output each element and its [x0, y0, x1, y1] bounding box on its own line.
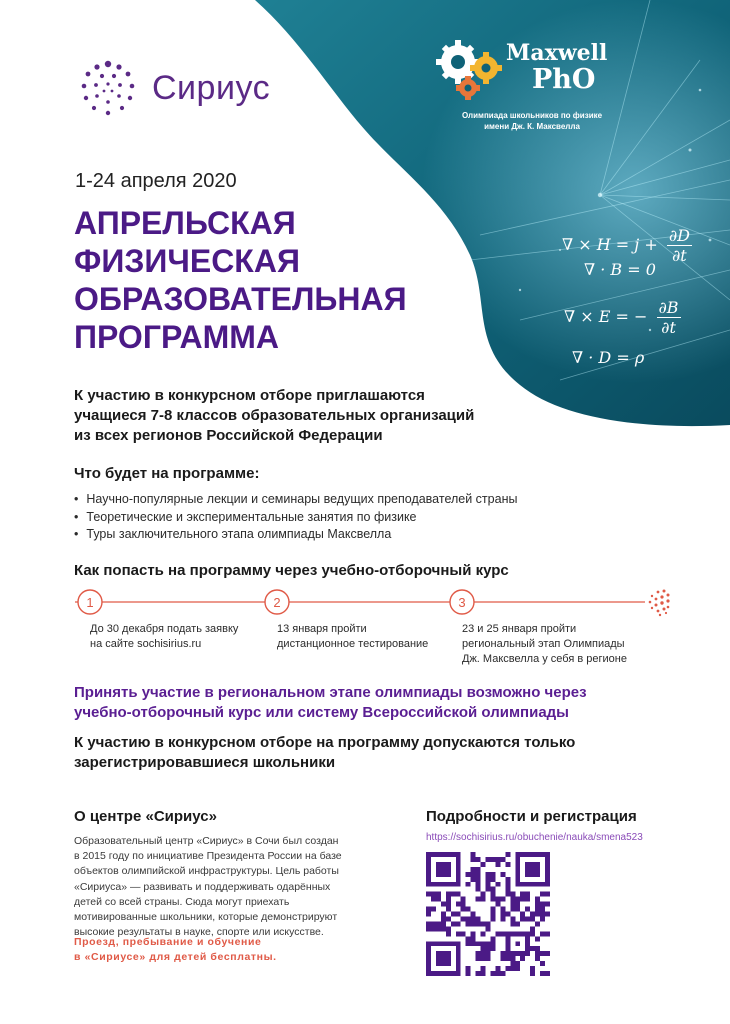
step-number: 2: [273, 595, 281, 610]
about-text: Образовательный центр «Сириус» в Сочи был создан в 2015 году по инициативе Президента России на базе объектов олимпийской инфраструктуры. Цель работы «Сириуса» — развивать и поддерживать одарённых детей со всей страны. Сюда могут приехать мотивированные школьники, которые демонстрируют высокие результаты в науке, спорте или искусстве.: [74, 835, 342, 939]
step-3-text: 23 и 25 января пройти региональный этап Олимпиады Дж. Максвелла у себя в регионе: [462, 623, 627, 665]
maxwell-title: Maxwell: [506, 40, 608, 66]
maxwell-subtitle-pho: PhO: [532, 64, 596, 95]
program-date: 1-24 апреля 2020: [75, 170, 237, 192]
free-notice: Проезд, пребывание и обучение в «Сириусе» для детей бесплатны.: [74, 936, 277, 963]
step-number: 1: [86, 595, 94, 610]
timeline-end-dots-icon: [649, 590, 670, 617]
sirius-logo: [76, 56, 270, 120]
equation-4: ∇ · D = ρ: [572, 348, 645, 367]
dots-logo-icon: [76, 56, 140, 120]
list-item: • Туры заключительного этапа олимпиады Максвелла: [74, 526, 517, 544]
equation-1: ∇ × H = j + $\frac{\partial D}{\partial t}$: [562, 226, 690, 265]
registration-title: Подробности и регистрация: [426, 808, 637, 825]
timeline-step-3: [450, 590, 474, 614]
list-item: • Научно-популярные лекции и семинары ведущих преподавателей страны: [74, 491, 517, 509]
maxwell-description: Олимпиада школьников по физике имени Дж. К. Максвелла: [461, 111, 603, 131]
logo-text: Сириус: [152, 68, 271, 107]
registration-link[interactable]: https://sochisirius.ru/obuchenie/nauka/smena523: [426, 832, 643, 843]
program-list: [74, 491, 517, 544]
course-timeline: [70, 586, 680, 618]
admission-note: К участию в конкурсном отборе на программу допускаются только зарегистрировавшиеся школьники: [74, 734, 576, 771]
step-2-text: 13 января пройти дистанционное тестирование: [277, 623, 429, 650]
qr-code-icon[interactable]: [426, 852, 550, 976]
step-1-text: До 30 декабря подать заявку на сайте sochisirius.ru: [90, 623, 239, 650]
course-heading: Как попасть на программу через учебно-отборочный курс: [74, 562, 509, 579]
equation-3: ∇ × E = − $\frac{\partial B}{\partial t}$: [564, 298, 679, 337]
olympiad-note: Принять участие в региональном этапе олимпиады возможно через учебно-отборочный курс или систему Всероссийской олимпиады: [74, 684, 587, 721]
timeline-step-1: [78, 590, 102, 614]
equation-2: ∇ · B = 0: [584, 260, 656, 279]
step-number: 3: [458, 595, 466, 610]
page-title: АПРЕЛЬСКАЯ ФИЗИЧЕСКАЯ ОБРАЗОВАТЕЛЬНАЯ ПРОГРАММА: [74, 205, 407, 355]
about-title: О центре «Сириус»: [74, 808, 217, 825]
timeline-step-2: [265, 590, 289, 614]
program-heading: Что будет на программе:: [74, 465, 260, 482]
list-item: • Теоретические и экспериментальные занятия по физике: [74, 509, 517, 527]
gears-icon: [434, 38, 506, 104]
invite-text: К участию в конкурсном отборе приглашаются учащиеся 7-8 классов образовательных организаций из всех регионов Российской Федерации: [74, 387, 475, 444]
